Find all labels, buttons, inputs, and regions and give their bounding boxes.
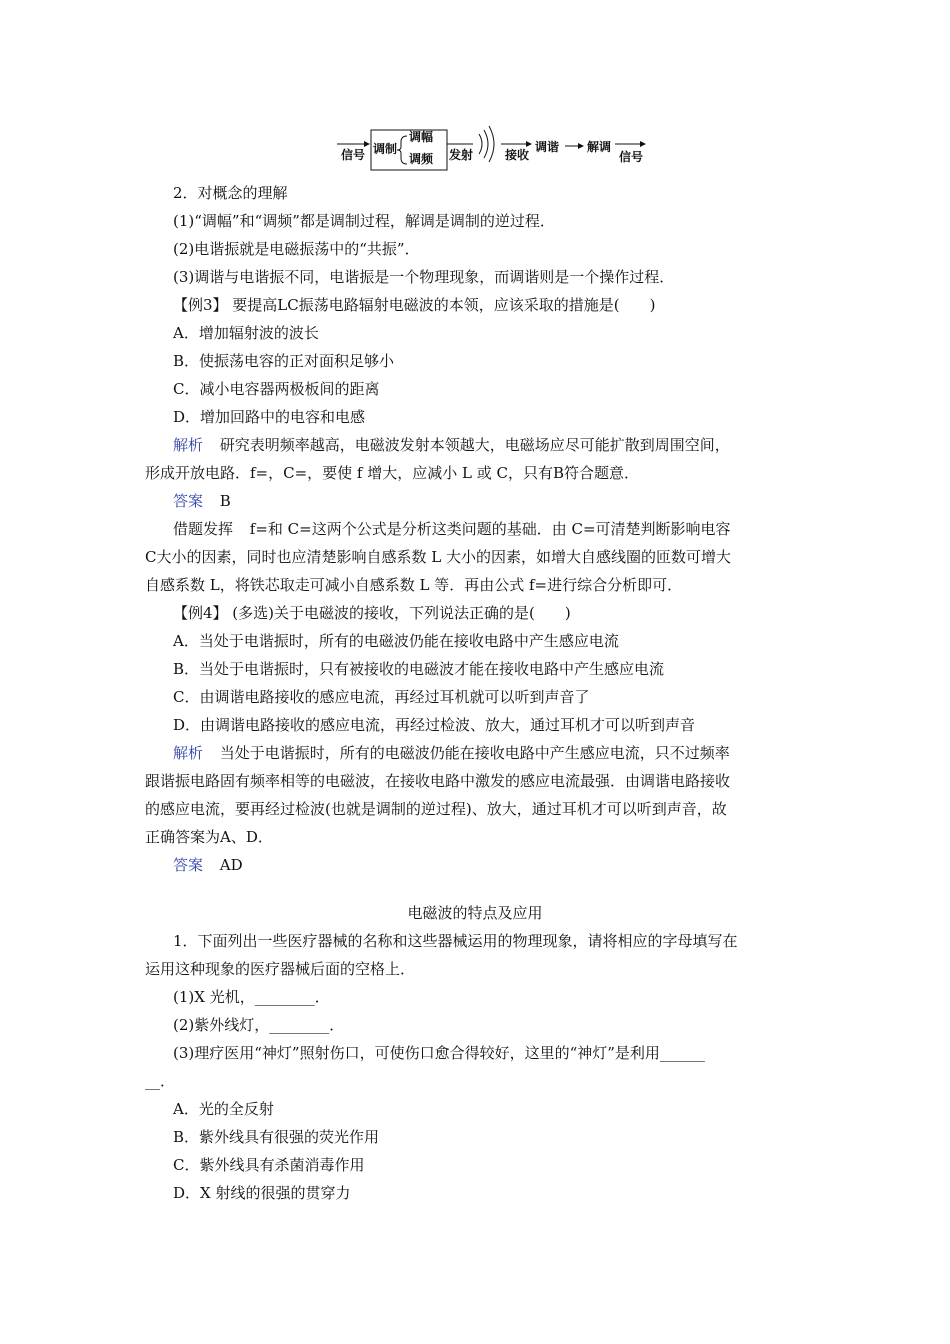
analysis-paragraph: [173, 435, 730, 455]
diagram-signal-in: 信号: [341, 148, 366, 162]
diagram-signal-out: 信号: [619, 150, 644, 164]
option-b: B．使振荡电容的正对面积足够小: [173, 352, 395, 370]
analysis-text: 跟谐振电路固有频率相等的电磁波，在接收电路中激发的感应电流最强．由调谐电路接收: [145, 772, 731, 790]
analysis-paragraph: [173, 743, 730, 763]
answer-value: AD: [219, 856, 243, 874]
option-b: B．紫外线具有很强的荧光作用: [173, 1128, 380, 1146]
option-a: A．增加辐射波的波长: [173, 324, 319, 342]
answer-label: 答案: [173, 856, 204, 874]
diagram-demodulation: 解调: [587, 140, 612, 154]
diagram-modulation: 调制: [373, 142, 398, 156]
paragraph: (3)调谐与电谐振不同，电谐振是一个物理现象，而调谐则是一个操作过程．: [173, 268, 675, 286]
tip-text: f=和 C=这两个公式是分析这类问题的基础．由 C=可清楚判断影响电容: [249, 520, 731, 538]
answer-line: [173, 491, 231, 511]
diagram-transmit: 发射: [449, 148, 474, 162]
analysis-text: 正确答案为A、D．: [145, 828, 273, 846]
item-1: (1)X 光机，________．: [173, 988, 330, 1006]
answer-value: B: [219, 492, 231, 510]
diagram-tuning: 调谐: [535, 140, 560, 154]
analysis-text: 研究表明频率越高，电磁波发射本领越大，电磁场应尽可能扩散到周围空间，: [219, 436, 730, 454]
option-b: B．当处于电谐振时，只有被接收的电磁波才能在接收电路中产生感应电流: [173, 660, 665, 678]
option-c: C．减小电容器两极板间的距离: [173, 380, 380, 398]
tip-text: 自感系数 L，将铁芯取走可减小自感系数 L 等．再由公式 f=进行综合分析即可．: [145, 576, 683, 594]
diagram-receive: 接收: [505, 148, 530, 162]
option-d: D．增加回路中的电容和电感: [173, 408, 366, 426]
tip-label: 借题发挥: [173, 520, 234, 538]
option-a: A．光的全反射: [173, 1100, 274, 1118]
analysis-label: 解析: [173, 436, 204, 454]
option-c: C．紫外线具有杀菌消毒作用: [173, 1156, 365, 1174]
item-3-cont: __．: [145, 1072, 176, 1090]
paragraph: (1)“调幅”和“调频”都是调制过程，解调是调制的逆过程．: [173, 212, 555, 230]
option-c: C．由调谐电路接收的感应电流，再经过耳机就可以听到声音了: [173, 688, 590, 706]
analysis-text: 形成开放电路．f=，C=，要使 f 增大，应减小 L 或 C，只有B符合题意．: [145, 464, 640, 482]
item-2: (2)紫外线灯，________．: [173, 1016, 345, 1034]
diagram-fm: 调频: [409, 152, 434, 166]
diagram-am: 调幅: [409, 130, 434, 144]
question-1: 1．下面列出一些医疗器械的名称和这些器械运用的物理现象，请将相应的字母填写在: [173, 932, 738, 950]
paragraph: (2)电谐振就是电磁振荡中的“共振”．: [173, 240, 420, 258]
section-title: 电磁波的特点及应用: [407, 904, 543, 922]
analysis-text: 的感应电流，要再经过检波(也就是调制的逆过程)、放大，通过耳机才可以听到声音，故: [145, 800, 727, 818]
answer-line: [173, 855, 243, 875]
item-3: (3)理疗医用“神灯”照射伤口，可使伤口愈合得较好，这里的“神灯”是利用______: [173, 1044, 705, 1062]
tip-paragraph: [173, 519, 731, 539]
example-4-question: 【例4】 (多选)关于电磁波的接收，下列说法正确的是( ): [173, 604, 571, 622]
option-a: A．当处于电谐振时，所有的电磁波仍能在接收电路中产生感应电流: [173, 632, 619, 650]
example-3-question: 【例3】 要提高LC振荡电路辐射电磁波的本领，应该采取的措施是( ): [173, 296, 656, 314]
option-d: D．由调谐电路接收的感应电流，再经过检波、放大，通过耳机才可以听到声音: [173, 716, 696, 734]
tip-text: C大小的因素，同时也应清楚影响自感系数 L 大小的因素，如增大自感线圈的匝数可增大: [145, 548, 731, 566]
analysis-text: 当处于电谐振时，所有的电磁波仍能在接收电路中产生感应电流，只不过频率: [219, 744, 730, 762]
section-heading: 2．对概念的理解: [173, 184, 288, 202]
answer-label: 答案: [173, 492, 204, 510]
analysis-label: 解析: [173, 744, 204, 762]
question-1-cont: 运用这种现象的医疗器械后面的空格上．: [145, 960, 416, 978]
option-d: D．X 射线的很强的贯穿力: [173, 1184, 351, 1202]
modulation-diagram: [335, 124, 655, 174]
